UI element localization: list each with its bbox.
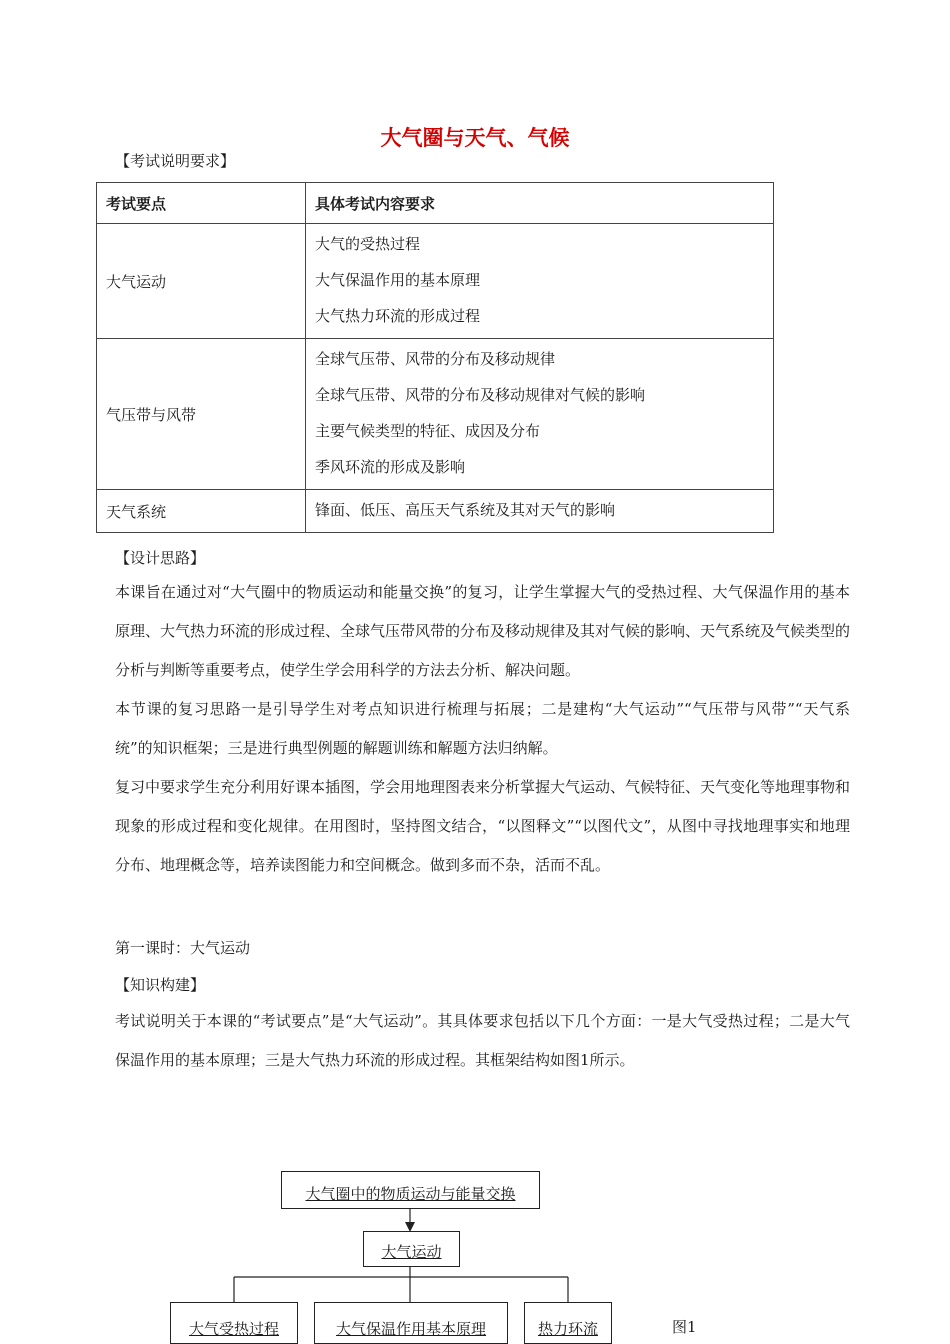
table-cell-point: 大气运动 — [97, 224, 306, 339]
exam-section-heading: 【考试说明要求】 — [115, 152, 236, 170]
figure-caption: 图1 — [672, 1318, 697, 1336]
table-header-point: 考试要点 — [97, 183, 306, 224]
content-item: 主要气候类型的特征、成因及分布 — [315, 422, 541, 440]
diagram-leaf-label: 大气保温作用基本原理 — [335, 1320, 486, 1338]
page-title: 大气圈与天气、气候 — [380, 126, 570, 150]
diagram-leaf-box — [524, 1302, 612, 1344]
content-item: 锋面、低压、高压天气系统及其对天气的影响 — [315, 501, 616, 519]
knowledge-heading: 【知识构建】 — [115, 976, 206, 994]
table-cell-point: 气压带与风带 — [97, 339, 306, 490]
design-paragraph: 复习中要求学生充分利用好课本插图，学会用地理图表来分析掌握大气运动、气候特征、天气变化等地理事物和现象的形成过程和变化规律。在用图时，坚持图文结合，“以图释文”“以图代文”，从图中寻找地理事实和地理分布、地理概念等，培养读图能力和空间概念。做到多而不杂，活而不乱。 — [115, 778, 851, 874]
diagram-leaf-label: 热力环流 — [537, 1320, 598, 1338]
table-cell-point: 天气系统 — [97, 490, 306, 533]
content-item: 全球气压带、风带的分布及移动规律对气候的影响 — [315, 386, 646, 404]
diagram-leaf-box — [314, 1302, 508, 1344]
diagram-root-label: 大气圈中的物质运动与能量交换 — [305, 1185, 516, 1203]
design-heading: 【设计思路】 — [115, 549, 206, 567]
diagram-leaf-label: 大气受热过程 — [188, 1320, 279, 1338]
design-paragraph: 本节课的复习思路一是引导学生对考点知识进行梳理与拓展；二是建构“大气运动”“气压带与风带”“天气系统”的知识框架；三是进行典型例题的解题训练和解题方法归纳解。 — [115, 700, 850, 757]
diagram-middle-label: 大气运动 — [381, 1243, 442, 1261]
diagram-leaf-box — [170, 1302, 298, 1344]
content-item: 大气的受热过程 — [315, 235, 421, 253]
table-header-content: 具体考试内容要求 — [306, 183, 774, 224]
content-item: 全球气压带、风带的分布及移动规律 — [315, 350, 556, 368]
content-item: 大气保温作用的基本原理 — [315, 271, 481, 289]
content-item: 季风环流的形成及影响 — [315, 458, 466, 476]
diagram-root-box — [281, 1171, 540, 1209]
lesson-line: 第一课时：大气运动 — [115, 939, 251, 957]
knowledge-paragraph: 考试说明关于本课的“考试要点”是“大气运动”。其具体要求包括以下几个方面：一是大气受热过程；二是大气保温作用的基本原理；三是大气热力环流的形成过程。其框架结构如图1所示。 — [115, 1012, 850, 1069]
design-paragraph: 本课旨在通过对“大气圈中的物质运动和能量交换”的复习，让学生掌握大气的受热过程、大气保温作用的基本原理、大气热力环流的形成过程、全球气压带风带的分布及移动规律及其对气候的影响、天气系统及气候类型的分析与判断等重要考点，使学生学会用科学的方法去分析、解决问题。 — [115, 583, 851, 679]
content-item: 大气热力环流的形成过程 — [315, 307, 481, 325]
diagram-middle-box — [363, 1231, 460, 1267]
